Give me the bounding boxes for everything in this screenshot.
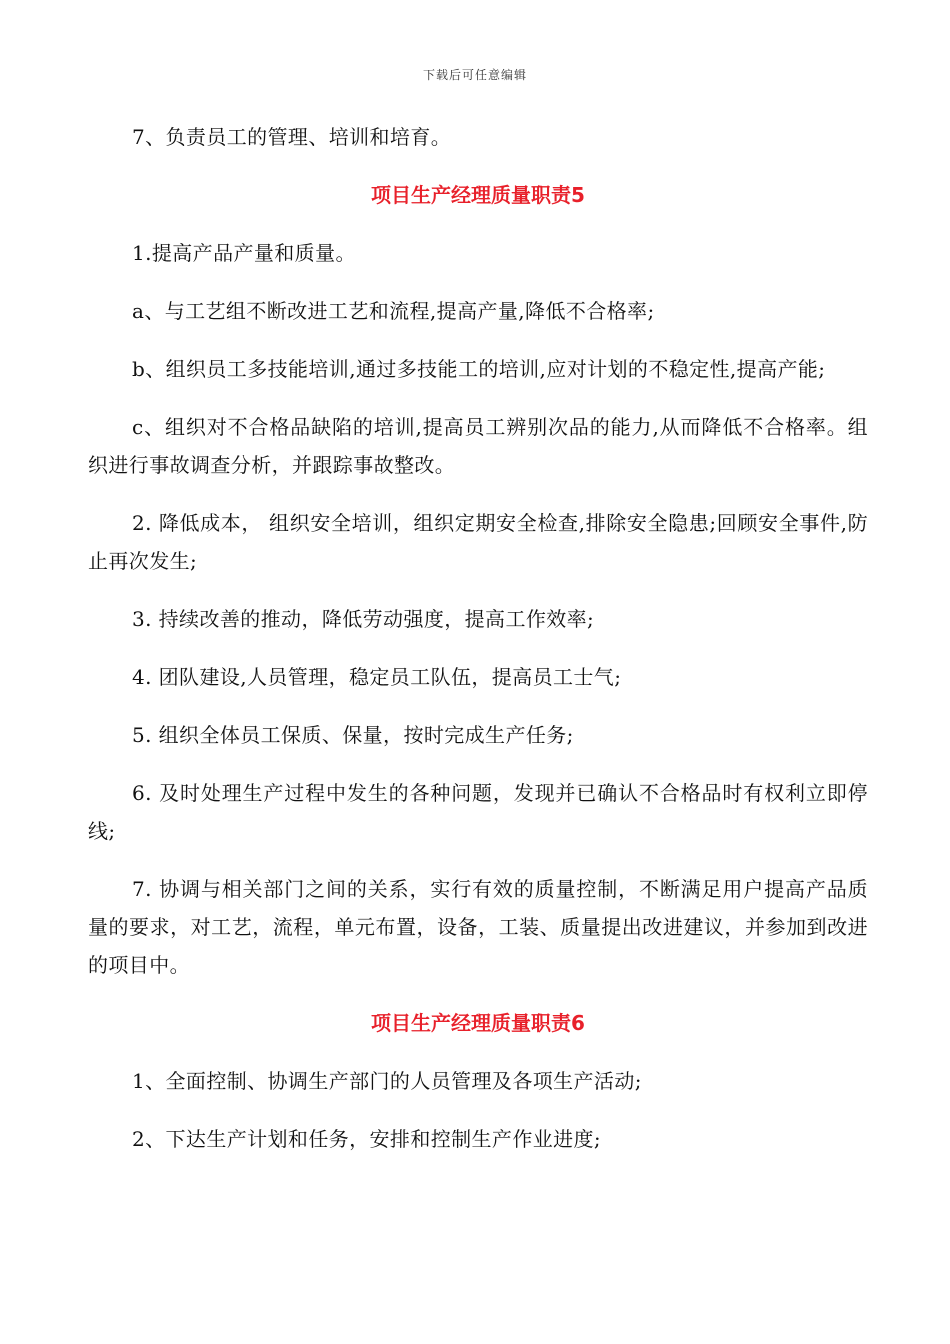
paragraph: a、与工艺组不断改进工艺和流程,提高产量,降低不合格率; (132, 299, 655, 323)
paragraph: 2、下达生产计划和任务，安排和控制生产作业进度; (132, 1127, 602, 1151)
paragraph: 6. 及时处理生产过程中发生的各种问题，发现并已确认不合格品时有权利立即停线; (88, 781, 868, 843)
section-heading: 项目生产经理质量职责6 (371, 1011, 585, 1035)
paragraph: 5. 组织全体员工保质、保量，按时完成生产任务; (132, 723, 574, 747)
paragraph: 4. 团队建设,人员管理，稳定员工队伍，提高员工士气; (132, 665, 622, 689)
paragraph: 7. 协调与相关部门之间的关系，实行有效的质量控制，不断满足用户提高产品质量的要求，对工艺，流程，单元布置，设备，工装、质量提出改进建议，并参加到改进的项目中。 (88, 877, 868, 977)
section-heading: 项目生产经理质量职责5 (371, 183, 585, 207)
paragraph: 3. 持续改善的推动，降低劳动强度，提高工作效率; (132, 607, 595, 631)
paragraph: c、组织对不合格品缺陷的培训,提高员工辨别次品的能力,从而降低不合格率。组织进行事故调查分析，并跟踪事故整改。 (88, 415, 868, 477)
paragraph: b、组织员工多技能培训,通过多技能工的培训,应对计划的不稳定性,提高产能; (132, 357, 826, 381)
header-note: 下载后可任意编辑 (422, 68, 527, 82)
paragraph: 7、负责员工的管理、培训和培育。 (132, 125, 452, 149)
paragraph: 2. 降低成本， 组织安全培训，组织定期安全检查,排除安全隐患;回顾安全事件,防止再次发生; (88, 511, 868, 573)
paragraph: 1.提高产品产量和质量。 (132, 241, 356, 265)
paragraph: 1、全面控制、协调生产部门的人员管理及各项生产活动; (132, 1069, 642, 1093)
document-body (88, 118, 868, 1178)
